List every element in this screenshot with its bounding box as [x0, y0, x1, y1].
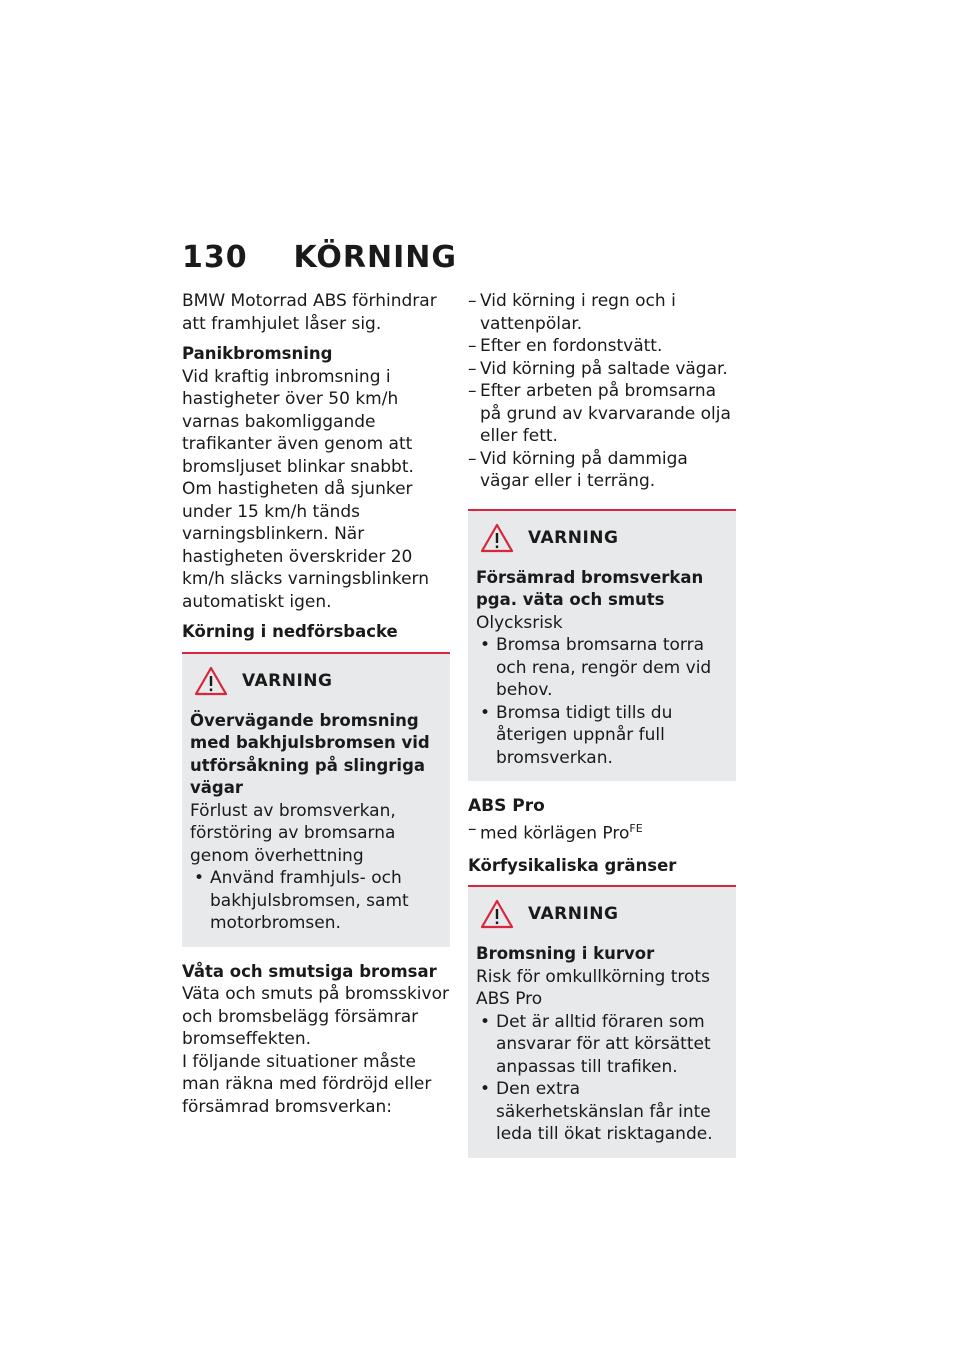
list-item: • Bromsa tidigt tills du återigen uppnår full bromsverkan.	[476, 702, 728, 770]
warning-header	[476, 523, 728, 553]
warning-title: Bromsning i kurvor	[476, 944, 655, 964]
panic-braking-heading: Panikbromsning	[182, 344, 333, 363]
situation-list	[468, 290, 736, 493]
wet-brakes-text-1: Väta och smuts på bromsskivor och bromsbelägg försämrar bromseffekten.	[182, 984, 449, 1049]
list-item: • Den extra säkerhetskänslan får inte leda till ökat risktagande.	[476, 1078, 728, 1146]
page-title: KÖRNING	[293, 240, 457, 275]
abs-pro-heading: ABS Pro	[468, 796, 545, 816]
warning-header	[476, 899, 728, 929]
warning-triangle-icon	[480, 899, 514, 929]
list-item: – Vid körning i regn och i vattenpölar.	[468, 290, 736, 335]
warning-label: VARNING	[528, 904, 619, 925]
abs-pro-modes	[468, 818, 736, 845]
warning-box-wet-brakes	[468, 509, 736, 782]
wet-brakes-text-2: I följande situationer måste man räkna med fördröjd eller försämrad bromsverkan:	[182, 1051, 432, 1117]
list-item: • Använd framhjuls- och bakhjulsbromsen, samt motorbromsen.	[190, 867, 442, 935]
list-item: – Efter arbeten på bromsarna på grund av kvarvarande olja eller fett.	[468, 380, 736, 448]
warning-label: VARNING	[528, 527, 619, 548]
list-item: • Bromsa bromsarna torra och rena, rengör dem vid behov.	[476, 634, 728, 702]
warning-title: Försämrad bromsverkan pga. väta och smuts	[476, 567, 704, 609]
list-item: • Det är alltid föraren som ansvarar för att körsättet anpassas till trafiken.	[476, 1011, 728, 1079]
warning-triangle-icon	[194, 666, 228, 696]
physical-limits-heading: Körfysikaliska gränser	[468, 855, 677, 875]
page-number: 130	[182, 240, 248, 275]
abs-mode-text: med körlägen Pro	[480, 823, 630, 844]
panic-braking-text-2: Om hastigheten då sjunker under 15 km/h tänds varningsblinkern. När hastigheten överskrider 20 km/h släcks varningsblinkern automatiskt igen.	[182, 479, 430, 612]
list-item: – Vid körning på saltade vägar.	[468, 358, 736, 381]
warning-header	[190, 666, 442, 696]
warning-box-curves	[468, 885, 736, 1158]
warning-box-downhill	[182, 652, 450, 947]
warning-title: Övervägande bromsning med bakhjulsbromsen vid utförsåkning på slingriga vägar	[190, 710, 430, 797]
warning-measures	[476, 634, 728, 769]
warning-risk: Olycksrisk	[476, 612, 563, 633]
intro-text: BMW Motorrad ABS förhindrar att framhjulet låser sig.	[182, 291, 437, 334]
warning-triangle-icon	[480, 523, 514, 553]
left-column	[182, 290, 450, 1126]
right-column	[468, 290, 736, 1172]
list-item: – Efter en fordonstvätt.	[468, 335, 736, 358]
wet-brakes-heading: Våta och smutsiga bromsar	[182, 961, 437, 981]
list-item	[468, 818, 736, 845]
list-item: – Vid körning på dammiga vägar eller i terräng.	[468, 448, 736, 493]
downhill-heading: Körning i nedförsbacke	[182, 622, 398, 641]
warning-measures	[476, 1011, 728, 1146]
warning-risk: Förlust av bromsverkan, förstöring av bromsarna genom överhettning	[190, 800, 396, 866]
warning-label: VARNING	[242, 670, 333, 691]
panic-braking-text-1: Vid kraftig inbromsning i hastigheter över 50 km/h varnas bakomliggande trafikanter även genom att bromsljuset blinkar snabbt.	[182, 366, 414, 477]
warning-measures	[190, 867, 442, 935]
page-header	[182, 240, 457, 275]
warning-risk: Risk för omkullkörning trots ABS Pro	[476, 966, 710, 1010]
abs-mode-footnote: FE	[629, 821, 643, 835]
